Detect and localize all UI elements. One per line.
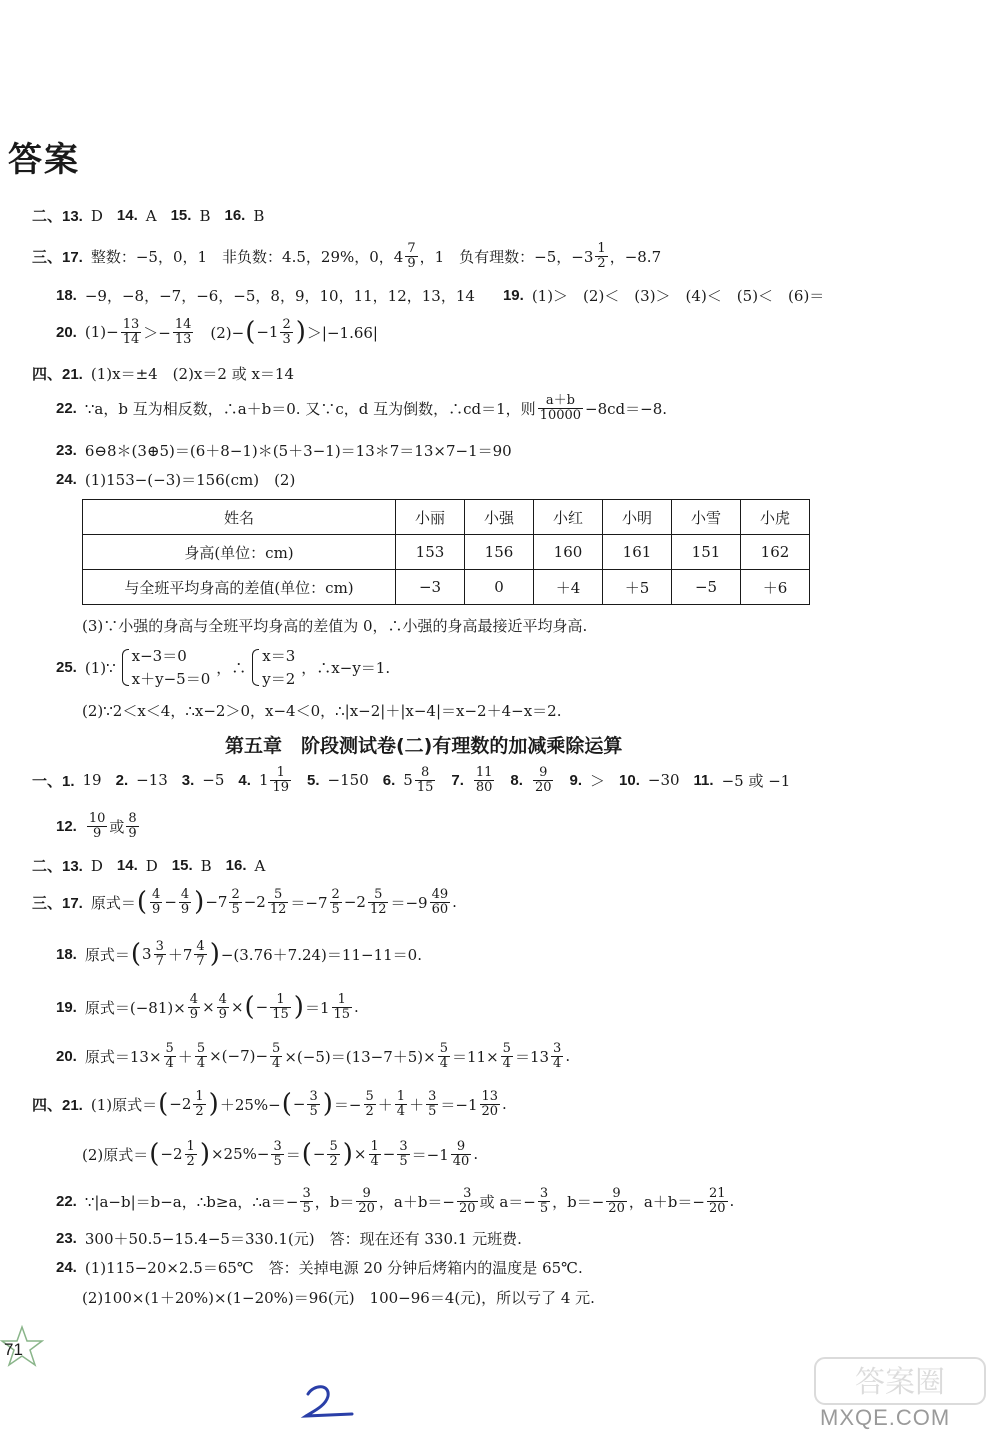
- table-cell: 162: [741, 535, 810, 570]
- answer-18-19: 18. −9，−8，−7，−6，−5，8，9，10，11，12，13，14 19. (1)＞ (2)＜ (3)＞ (4)＜ (5)＜ (6)＝: [56, 287, 825, 305]
- answer-24-3: (3)∵小强的身高与全班平均身高的差值为 0，∴小强的身高最接近平均身高.: [82, 617, 588, 635]
- table-cell: 身高(单位：cm): [83, 535, 396, 570]
- answer-13-16: 二、13. D 14. A 15. B 16. B: [32, 206, 265, 225]
- answer-22-b: 22. ∵|a−b|＝b−a，∴b≥a，∴a＝− $\frac{3}{5}$ ，b＝ $\frac{9}{20}$ ，a＋b＝− $\frac{3}{20}$ 或 a＝− $\frac{3}{5}$ ，b＝− $\frac{9}{20}$ ，a＋b＝− $\frac{21}{20}$ .: [56, 1186, 735, 1216]
- page-number: 71: [4, 1340, 23, 1359]
- table-cell: 151: [672, 535, 741, 570]
- answer-17-b: 三、17. 原式＝ ( $\frac{4}{9}$ − $\frac{4}{9}$ ) −7 $\frac{2}{5}$ −2 $\frac{5}{12}$ ＝−7 $\frac{2}{5}$ −2 $\frac{5}{12}$ ＝−9 $\frac{49}{60}$ .: [32, 887, 457, 918]
- answer-13-16-b: 二、13. D 14. D 15. B 16. A: [32, 856, 266, 875]
- answer-25: 25. (1)∵ x−3＝0 x＋y−5＝0 ，∴ x＝3 y＝2 ，∴x−y＝1.: [56, 645, 390, 690]
- table-row: [83, 535, 810, 570]
- table-header-cell: 小强: [465, 500, 534, 535]
- table-cell: ＋5: [603, 570, 672, 605]
- table-header-cell: 小丽: [396, 500, 465, 535]
- table-cell: 0: [465, 570, 534, 605]
- handwritten-mark: [300, 1380, 360, 1420]
- answer-18-b: 18. 原式＝ ( 3 $\frac{3}{7}$ ＋7 $\frac{4}{7}$ ) −(3.76＋7.24)＝11−11＝0.: [56, 939, 422, 970]
- table-cell: 161: [603, 535, 672, 570]
- table-cell: 153: [396, 535, 465, 570]
- answer-21-1-b: 四、21. (1)原式＝ ( −2 $\frac{1}{2}$ ) ＋25%− ( − $\frac{3}{5}$ ) ＝− $\frac{5}{2}$ ＋ $\frac{1}{4}$ ＋ $\frac{3}{5}$ ＝−1 $\frac{13}{20}$ .: [32, 1089, 507, 1120]
- table-row: [83, 570, 810, 605]
- height-table: [82, 499, 810, 605]
- table-header-cell: 小明: [603, 500, 672, 535]
- table-header-cell: 小红: [534, 500, 603, 535]
- table-cell: ＋4: [534, 570, 603, 605]
- answer-23-b: 23. 300＋50.5−15.4−5＝330.1(元) 答：现在还有 330.1 元班费.: [56, 1230, 522, 1248]
- watermark-text: MXQE.COM: [820, 1405, 951, 1430]
- table-cell: ＋6: [741, 570, 810, 605]
- answer-24-b: 24. (1)115−20×2.5＝65℃ 答：关掉电源 20 分钟后烤箱内的温度是 65℃.: [56, 1259, 583, 1277]
- svg-text:答案圈: 答案圈: [855, 1365, 945, 1400]
- table-header-cell: 小雪: [672, 500, 741, 535]
- answer-23: 23. 6⊖8＊(3⊕5)＝(6＋8−1)＊(5＋3−1)＝13＊7＝13×7−1＝90: [56, 442, 512, 460]
- table-cell: 160: [534, 535, 603, 570]
- table-cell: −3: [396, 570, 465, 605]
- table-header-row: [83, 500, 810, 535]
- answer-25-2: (2)∵2＜x＜4，∴x−2＞0，x−4＜0，∴|x−2|＋|x−4|＝x−2＋4−x＝2.: [82, 702, 562, 720]
- table-header-cell: 小虎: [741, 500, 810, 535]
- answer-20: 20. (1)− $\frac{13}{14}$ ＞− $\frac{14}{13}$ (2)− ( −1 $\frac{2}{3}$ ) ＞|−1.66|: [56, 317, 378, 348]
- answer-24: 24. (1)153−(−3)＝156(cm) (2): [56, 471, 296, 489]
- answer-22: 22. ∵a，b 互为相反数，∴a＋b＝0. 又∵c，d 互为倒数，∴cd＝1，则 $\frac{a+b}{10000}$ −8cd＝−8.: [56, 393, 668, 423]
- answer-20-b: 20. 原式＝13× $\frac{5}{4}$ ＋ $\frac{5}{4}$ ×(−7)− $\frac{5}{4}$ ×(−5)＝(13−7＋5)× $\frac{5}{4}$ ＝11× $\frac{5}{4}$ ＝13 $\frac{3}{4}$ .: [56, 1041, 571, 1071]
- table-header-cell: 姓名: [83, 500, 396, 535]
- answer-21: 四、21. (1)x＝±4 (2)x＝2 或 x＝14: [32, 365, 295, 383]
- table-cell: 与全班平均身高的差值(单位：cm): [83, 570, 396, 605]
- answer-1-11: 一、1. 19 2. −13 3. −5 4. 1 $\frac{1}{19}$ 5. −150 6. 5 $\frac{8}{15}$ 7. $\frac{11}{80}$ 8. $\frac{9}{20}$ 9. ＞ 10. −30 11. −5 或 −1: [32, 765, 791, 795]
- answer-12: 12. $\frac{10}{9}$ 或 $\frac{8}{9}$: [56, 811, 137, 841]
- answer-21-2-b: (2)原式＝ ( −2 $\frac{1}{2}$ ) ×25%− $\frac{3}{5}$ ＝ ( − $\frac{5}{2}$ ) × $\frac{1}{4}$ − $\frac{3}{5}$ ＝−1 $\frac{9}{40}$ .: [82, 1139, 479, 1170]
- section-title: 第五章 阶段测试卷(二)有理数的加减乘除运算: [225, 735, 623, 757]
- page-title: 答案: [8, 140, 80, 180]
- table-cell: −5: [672, 570, 741, 605]
- answer-17: 三、17. 整数：−5，0，1 非负数：4.5，29%，0，4 $\frac{7}{9}$ ，1 负有理数：−5，−3 $\frac{1}{2}$ ，−8.7: [32, 241, 662, 271]
- answer-19-b: 19. 原式＝(−81)× $\frac{4}{9}$ × $\frac{4}{9}$ × ( − $\frac{1}{15}$ ) ＝1 $\frac{1}{15}$ .: [56, 992, 359, 1023]
- answer-24-2-b: (2)100×(1＋20%)×(1−20%)＝96(元) 100−96＝4(元)，所以亏了 4 元.: [82, 1289, 595, 1307]
- table-cell: 156: [465, 535, 534, 570]
